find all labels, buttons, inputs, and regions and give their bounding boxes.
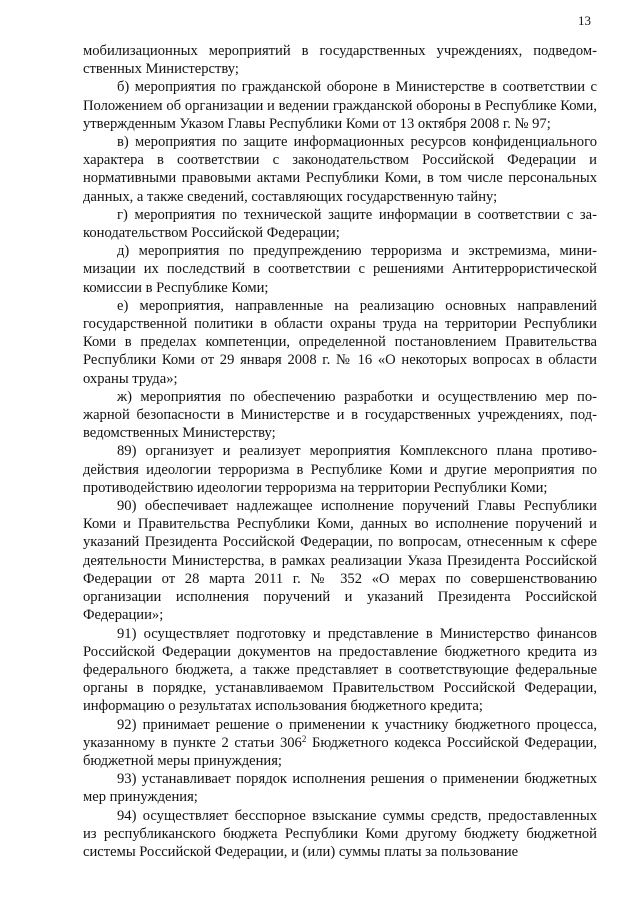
paragraph-item-94: 94) осуществляет бесспорное взыскание суммы средств, предоставленных из республиканского бюджета Республики Коми другому бюджету бюджетной системы Российской Федерации, и (или) суммы платы за пользование: [83, 807, 597, 860]
document-body: [83, 42, 597, 861]
superscript: 2: [301, 733, 307, 744]
paragraph-item-92: [83, 716, 597, 771]
paragraph-item-89: 89) организует и реализует мероприятия Комплексного плана противодействия идеологии терроризма в Республике Коми и другие мероприятия по противодействию идеологии терроризма на территории Республики Коми;: [83, 443, 597, 496]
paragraph-item-zh: ж) мероприятия по обеспечению разработки и осуществлению мер пожарной безопасности в Министерстве и в государственных учреждениях, подведомственных Министерству;: [83, 388, 597, 442]
paragraph-continuation: мобилизационных мероприятий в государственных учреждениях, подведомственных Министерству;: [83, 43, 597, 78]
paragraph-item-92-text: 92) принимает решение о применении к участнику бюджетного процесса, указанному в пункте 2 статьи 306: [83, 716, 597, 751]
paragraph-item-e: е) мероприятия, направленные на реализацию основных направлений государственной политики в области охраны труда на территории Республики Коми в пределах компетенции, определенной постановлением Правительства Республики Коми от 29 января 2008 г. № 16 «О некоторых вопросах в области охраны труда»;: [83, 297, 597, 387]
paragraph-item-v: в) мероприятия по защите информационных ресурсов конфиденциального характера в соответствии с законодательством Российской Федерации и нормативными правовыми актами Республики Коми, в том числе персональных данных, а также сведений, составляющих государственную тайну;: [83, 134, 597, 205]
paragraph-item-g: г) мероприятия по технической защите информации в соответствии с законодательством Российской Федерации;: [83, 206, 597, 242]
paragraph-item-90: 90) обеспечивает надлежащее исполнение поручений Главы Республики Коми и Правительства Республики Коми, данных во исполнение поручений и указаний Президента Российской Федерации, по вопросам, отнесенным к сфере деятельности Министерства, в рамках реализации Указа Президента Российской Федерации от 28 марта 2011 г. № 352 «О мерах по совершенствованию организации исполнения поручений и указаний Президента Российской Федерации»;: [83, 498, 597, 624]
paragraph-item-b: б) мероприятия по гражданской обороне в Министерстве в соответствии с Положением об организации и ведении гражданской обороны в Республике Коми, утвержденным Указом Главы Республики Коми от 13 октября 2008 г. № 97;: [83, 79, 597, 132]
page-number: 13: [578, 13, 591, 28]
paragraph-item-d: д) мероприятия по предупреждению терроризма и экстремизма, минимизации их последствий в соответствии с решениями Антитеррористической комиссии в Республике Коми;: [83, 243, 597, 296]
paragraph-item-93: 93) устанавливает порядок исполнения решения о применении бюджетных мер принуждения;: [83, 771, 597, 806]
paragraph-item-91: 91) осуществляет подготовку и представление в Министерство финансов Российской Федерации документов на предоставление бюджетного кредита из федерального бюджета, а также представляет в соответствующие федеральные органы в порядке, устанавливаемом Правительством Российской Федерации, информацию о результатах использования бюджетного кредита;: [83, 625, 597, 715]
paragraph-item-92-text-end: Бюджетного кодекса Российской Федерации, бюджетной меры принуждения;: [83, 734, 598, 769]
